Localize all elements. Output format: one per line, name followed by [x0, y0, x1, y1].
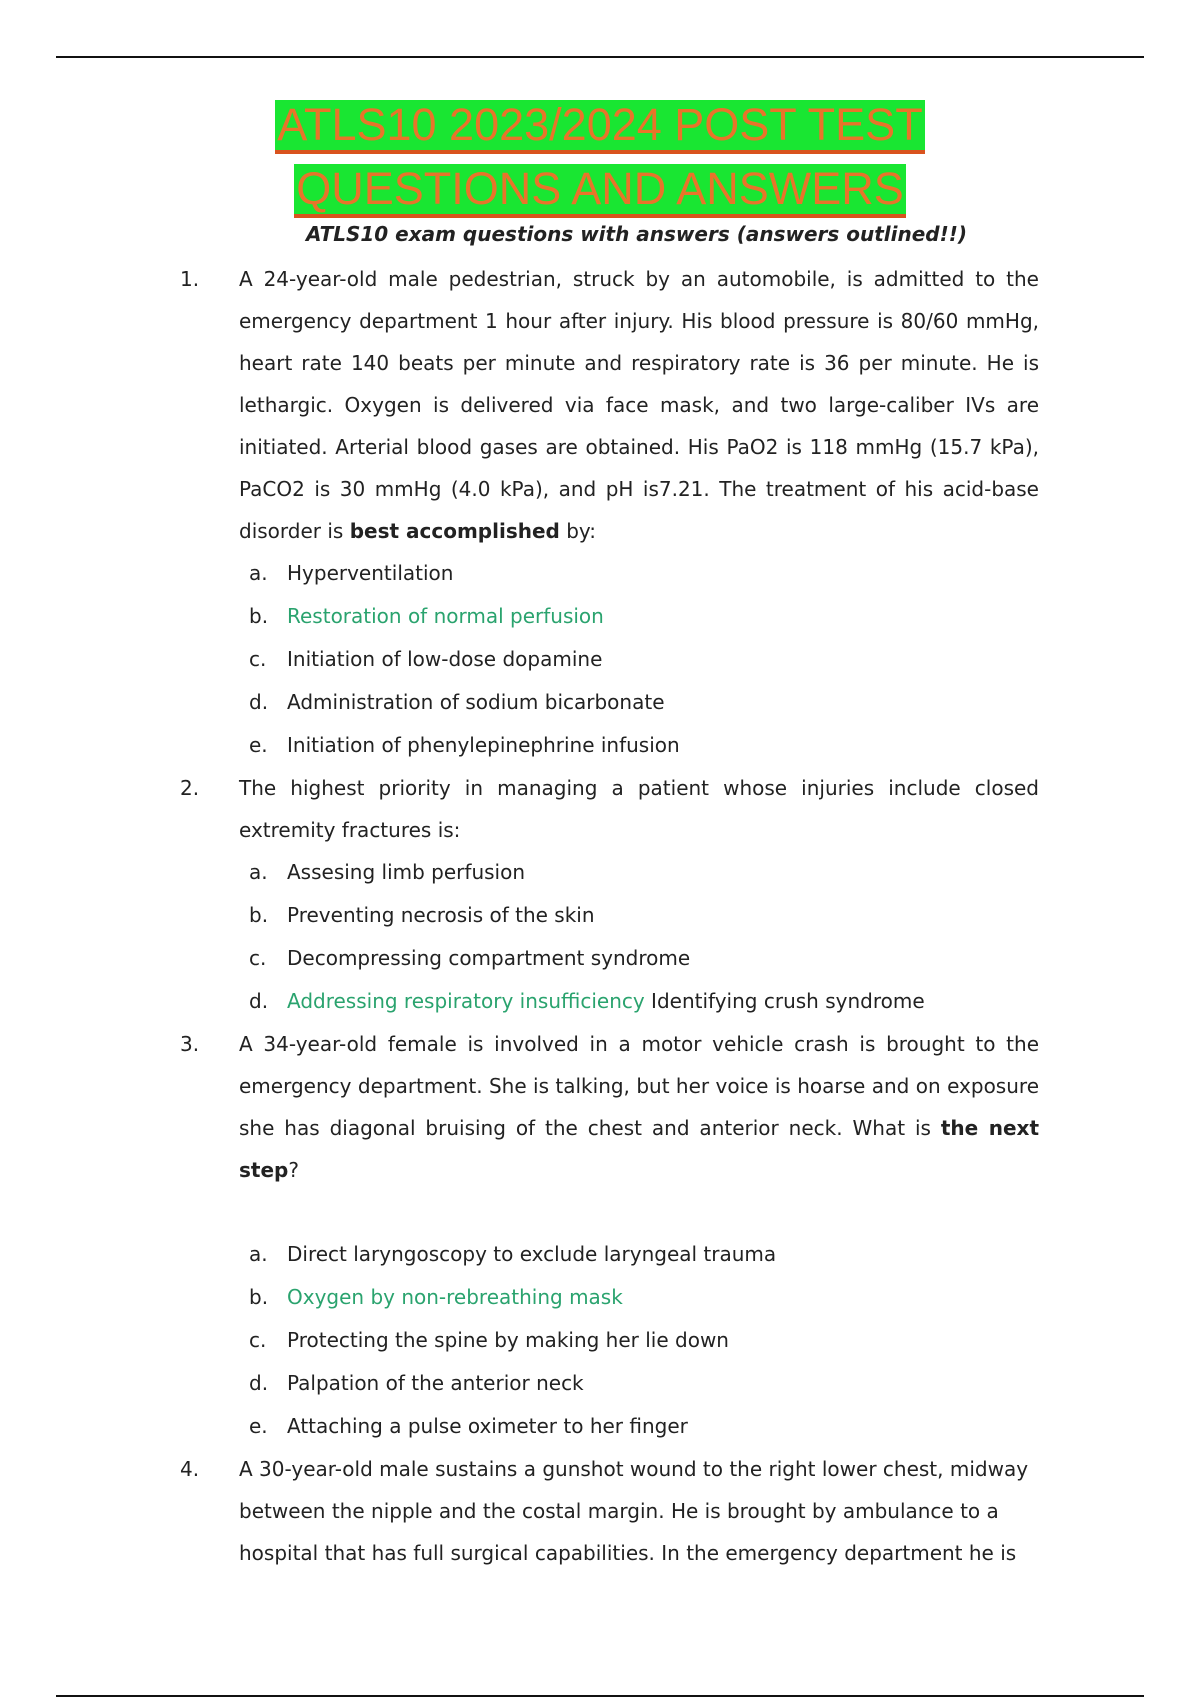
question-emphasis: best accomplished	[349, 519, 560, 543]
question-list	[0, 258, 1200, 1574]
option-d: d. Palpation of the anterior neck	[249, 1371, 584, 1395]
question-text: The highest priority in managing a patient whose injuries include closed extremity fractures is:	[239, 776, 1039, 842]
question-1	[0, 258, 1200, 767]
option-c: c. Decompressing compartment syndrome	[249, 946, 691, 970]
option-b-correct: b. Restoration of normal perfusion	[249, 604, 604, 628]
question-number: 4.	[180, 1457, 200, 1481]
title-line-2: QUESTIONS AND ANSWERS	[294, 164, 906, 218]
option-e: e. Initiation of phenylepinephrine infusion	[249, 733, 680, 757]
question-text: A 24-year-old male pedestrian, struck by an automobile, is admitted to the emergency department 1 hour after injury. His blood pressure is 80/60 mmHg, heart rate 140 beats per minute and respiratory rate is 36 per minute. He is lethargic. Oxygen is delivered via face mask, and two large-caliber IVs are initiated. Arterial blood gases are obtained. His PaO2 is 118 mmHg (15.7 kPa), PaCO2 is 30 mmHg (4.0 kPa), and pH is7.21. The treatment of his acid-base disorder is best accomplished by:	[239, 267, 1039, 543]
option-d-correct: d. Addressing respiratory insufficiency Identifying crush syndrome	[249, 989, 925, 1013]
question-3	[0, 1023, 1200, 1448]
question-2	[0, 767, 1200, 1023]
question-emphasis: the next step	[239, 1116, 1040, 1182]
option-c: c. Protecting the spine by making her lie down	[249, 1328, 729, 1352]
option-a: a. Direct laryngoscopy to exclude laryngeal trauma	[249, 1242, 777, 1266]
option-c: c. Initiation of low-dose dopamine	[249, 647, 603, 671]
bottom-rule	[56, 1695, 1144, 1697]
option-list	[0, 851, 1200, 1023]
option-a: a. Hyperventilation	[249, 561, 454, 585]
option-d: d. Administration of sodium bicarbonate	[249, 690, 665, 714]
option-list	[0, 552, 1200, 767]
option-b-correct: b. Oxygen by non-rebreathing mask	[249, 1285, 623, 1309]
subtitle: ATLS10 exam questions with answers (answers outlined!!)	[306, 222, 968, 246]
question-number: 3.	[180, 1032, 200, 1056]
option-list	[0, 1233, 1200, 1448]
question-text: A 34-year-old female is involved in a motor vehicle crash is brought to the emergency department. She is talking, but her voice is hoarse and on exposure she has diagonal bruising of the chest and anterior neck. What is the next step?	[239, 1032, 1040, 1182]
option-b: b. Preventing necrosis of the skin	[249, 903, 595, 927]
top-rule	[56, 56, 1144, 58]
question-number: 2.	[180, 776, 200, 800]
option-e: e. Attaching a pulse oximeter to her finger	[249, 1414, 688, 1438]
question-4	[0, 1448, 1200, 1574]
title-line-1: ATLS10 2023/2024 POST TEST	[275, 100, 924, 154]
document-title	[0, 100, 1200, 228]
option-a: a. Assesing limb perfusion	[249, 860, 526, 884]
question-number: 1.	[180, 267, 200, 291]
question-text: A 30-year-old male sustains a gunshot wound to the right lower chest, midway between the nipple and the costal margin. He is brought by ambulance to a hospital that has full surgical capabilities. In the emergency department he is	[239, 1457, 1029, 1565]
